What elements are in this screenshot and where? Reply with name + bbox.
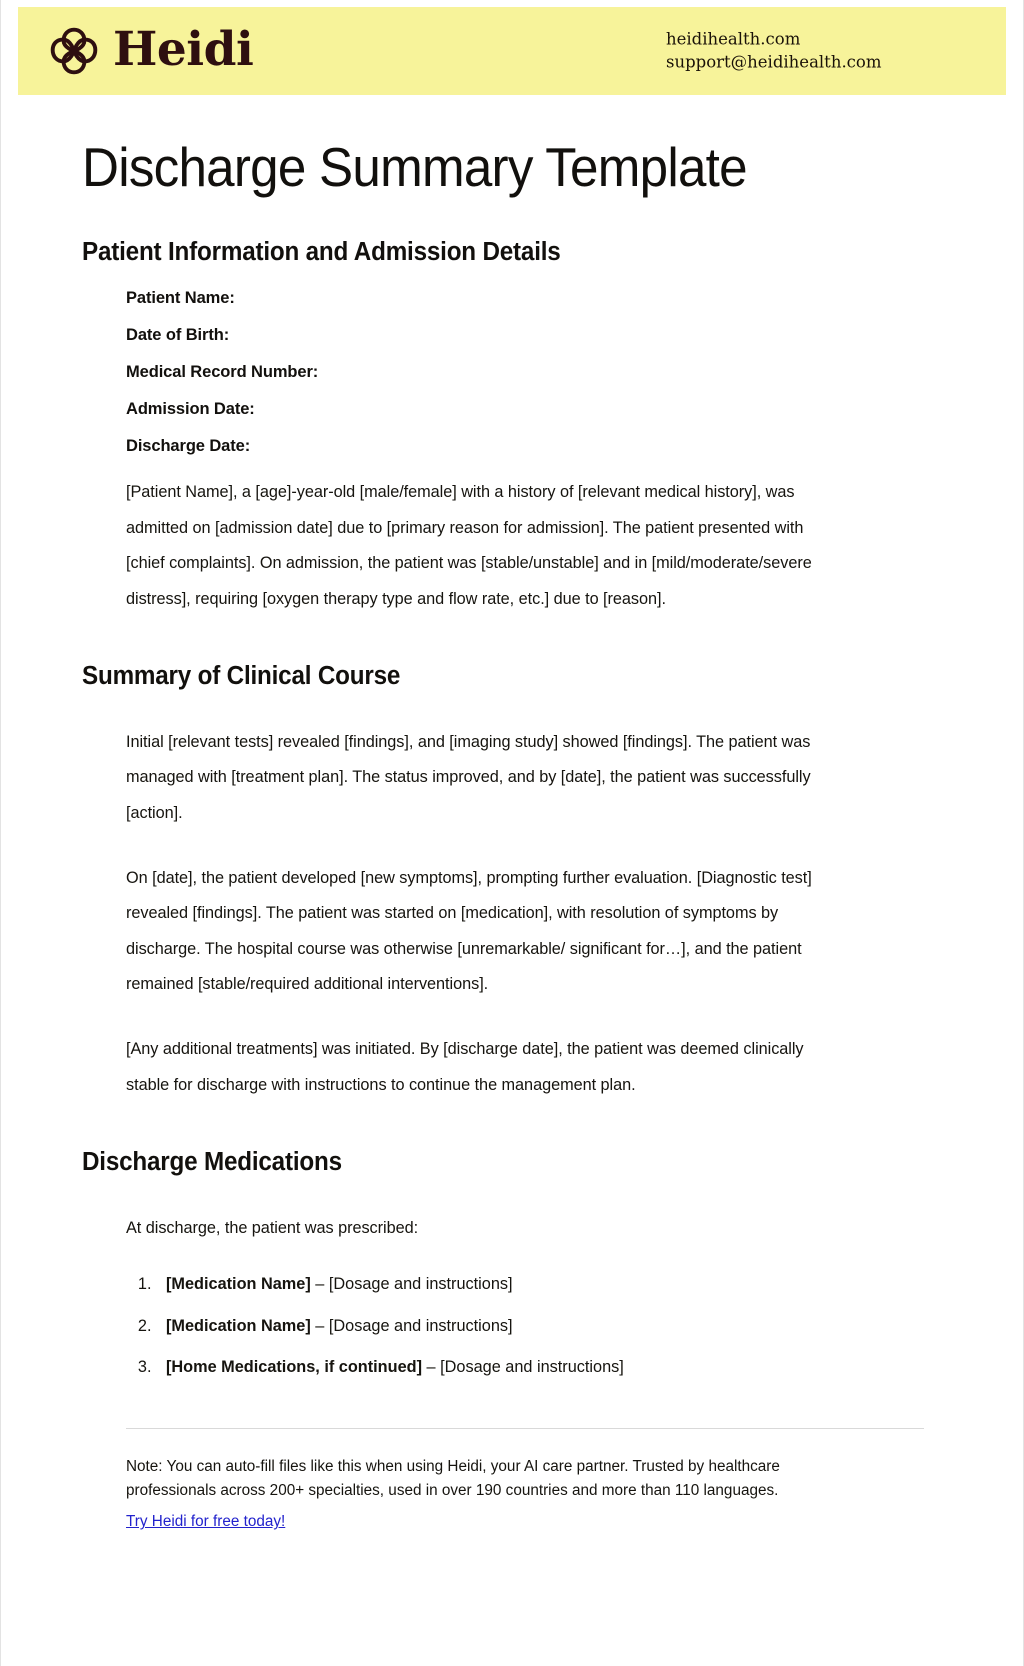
header-website: heidihealth.com <box>666 29 801 49</box>
discharge-medication-list <box>82 1272 964 1379</box>
brand-name: Heidi <box>113 22 254 77</box>
clinical-course-block <box>82 725 964 1103</box>
paragraph-clinical-course-3: [Any additional treatments] was initiated. By [discharge date], the patient was deemed clinically stable for discharge with instructions to continue the management plan. <box>126 1040 804 1094</box>
medication-name: [Home Medications, if continued] <box>166 1358 422 1377</box>
medication-detail: – [Dosage and instructions] <box>310 1275 513 1294</box>
footer-note-text: Note: You can auto-fill files like this when using Heidi, your AI care partner. Trusted by healthcare professionals across 200+ specialties, used in over 190 countries and more than 110 languages. <box>126 1457 780 1500</box>
footer-note-zone <box>82 1428 964 1535</box>
patient-information-block <box>82 290 964 616</box>
patient-field-list <box>126 290 950 455</box>
field-date-of-birth: Date of Birth: <box>126 326 230 345</box>
header-contact-block <box>666 28 882 75</box>
heidi-clover-logo-icon <box>48 25 100 77</box>
document-body <box>0 137 1024 1645</box>
paragraph-admission-narrative: [Patient Name], a [age]-year-old [male/female] with a history of [relevant medical history], was admitted on [admission date] due to [primary reason for admission]. The patient presented with [chief complaints]. On admission, the patient was [stable/unstable] and in [mild/moderate/severe distress], requiring [oxygen therapy type and flow rate, etc.] due to [reason]. <box>126 483 812 608</box>
paragraph-clinical-course-1: Initial [relevant tests] revealed [findings], and [imaging study] showed [findings]. The patient was managed with [treatment plan]. The status improved, and by [date], the patient was successfully [action]. <box>126 732 811 822</box>
list-item <box>156 1314 964 1338</box>
section-heading-clinical-course: Summary of Clinical Course <box>82 661 401 690</box>
bottom-spacer <box>82 1535 964 1645</box>
medication-name: [Medication Name] <box>166 1316 311 1335</box>
medication-detail: – [Dosage and instructions] <box>422 1358 624 1377</box>
paragraph-clinical-course-2: On [date], the patient developed [new symptoms], prompting further evaluation. [Diagnostic test] revealed [findings]. The patient was started on [medication], with resolution of symptoms by discharge. The hospital course was otherwise [unremarkable/ significant for…], and the patient remained [stable/required additional interventions]. <box>126 868 812 993</box>
medication-detail: – [Dosage and instructions] <box>310 1316 513 1335</box>
paragraph-medications-intro: At discharge, the patient was prescribed: <box>126 1218 419 1237</box>
list-item <box>156 1355 964 1379</box>
list-item <box>156 1272 964 1296</box>
try-heidi-free-link[interactable]: Try Heidi for free today! <box>126 1513 286 1531</box>
field-discharge-date: Discharge Date: <box>126 437 251 456</box>
field-admission-date: Admission Date: <box>126 400 255 419</box>
field-patient-name: Patient Name: <box>126 289 235 308</box>
brand-lockup <box>48 22 254 77</box>
discharge-medications-block <box>82 1211 964 1246</box>
field-medical-record-number: Medical Record Number: <box>126 363 319 382</box>
page-title: Discharge Summary Template <box>82 136 747 198</box>
medication-name: [Medication Name] <box>166 1275 311 1294</box>
section-heading-discharge-medications: Discharge Medications <box>82 1148 342 1177</box>
section-heading-patient-information: Patient Information and Admission Details <box>82 237 561 266</box>
header-email: support@heidihealth.com <box>666 53 882 72</box>
footer-divider <box>126 1428 924 1429</box>
brand-header-band <box>18 7 1006 95</box>
